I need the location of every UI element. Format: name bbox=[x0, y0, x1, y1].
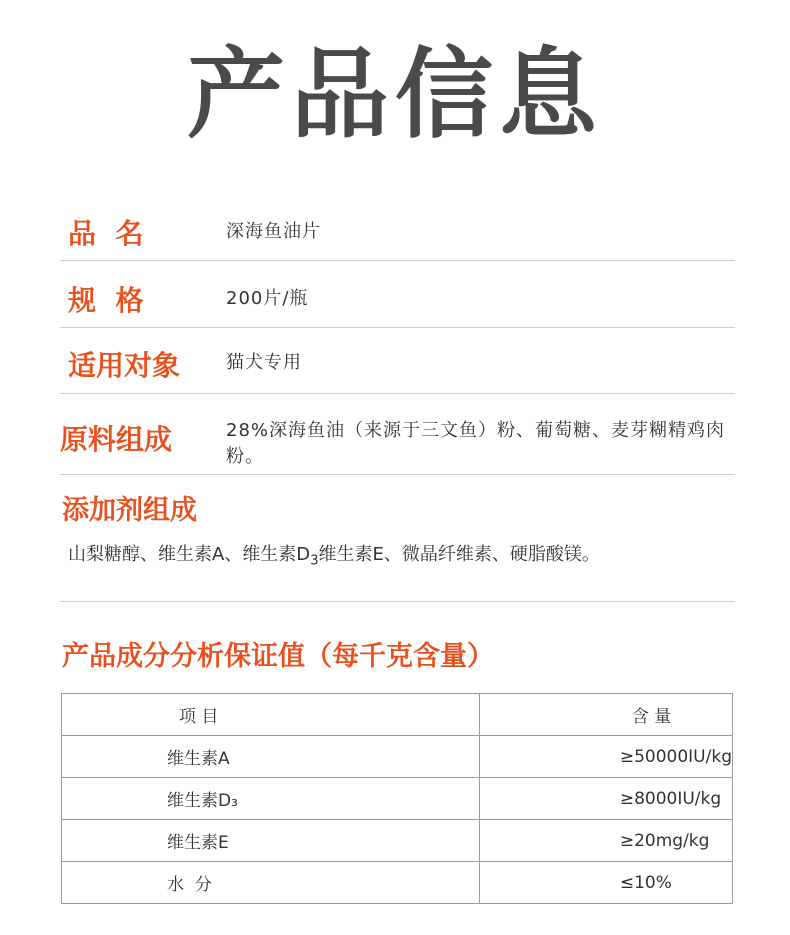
table-row bbox=[62, 736, 733, 778]
table-header-item: 项 目 bbox=[62, 694, 480, 736]
info-row-spec bbox=[60, 261, 735, 328]
table-header-amount: 含 量 bbox=[479, 694, 732, 736]
info-label: 规 格 bbox=[68, 284, 144, 317]
info-label: 原料组成 bbox=[60, 423, 173, 456]
info-label: 品 名 bbox=[68, 217, 144, 250]
additives-subscript: 3 bbox=[310, 553, 319, 569]
additives-text-part1: 山梨糖醇、维生素A、维生素D bbox=[68, 544, 311, 565]
table-cell-amount: ≥50000IU/kg bbox=[479, 736, 732, 778]
table-row bbox=[62, 778, 733, 820]
table-cell-amount: ≥8000IU/kg bbox=[479, 778, 732, 820]
table-cell-item: 维生素E bbox=[62, 820, 480, 862]
info-value: 深海鱼油片 bbox=[226, 221, 321, 242]
table-cell-amount: ≤10% bbox=[479, 862, 732, 904]
info-row-name bbox=[60, 200, 735, 261]
table-cell-item: 水 分 bbox=[62, 862, 480, 904]
info-row-ingredients bbox=[60, 394, 735, 475]
info-value: 28%深海鱼油（来源于三文鱼）粉、葡萄糖、麦芽糊精鸡肉粉。 bbox=[226, 420, 726, 467]
info-value: 200片/瓶 bbox=[226, 288, 309, 309]
additives-text-part2: 维生素E、微晶纤维素、硬脂酸镁。 bbox=[318, 544, 600, 565]
table-cell-item: 维生素A bbox=[62, 736, 480, 778]
additives-title: 添加剂组成 bbox=[62, 495, 197, 526]
additives-text bbox=[68, 540, 600, 569]
table-row bbox=[62, 862, 733, 904]
table-cell-item: 维生素D₃ bbox=[62, 778, 480, 820]
info-row-target bbox=[60, 328, 735, 394]
analysis-title: 产品成分分析保证值（每千克含量） bbox=[62, 641, 494, 672]
table-header-row bbox=[62, 694, 733, 736]
section-divider bbox=[60, 601, 735, 602]
table-cell-amount: ≥20mg/kg bbox=[479, 820, 732, 862]
page-title: 产品信息 bbox=[186, 38, 603, 152]
info-label: 适用对象 bbox=[68, 349, 181, 382]
analysis-table bbox=[61, 693, 733, 904]
info-value: 猫犬专用 bbox=[226, 352, 302, 373]
table-row bbox=[62, 820, 733, 862]
